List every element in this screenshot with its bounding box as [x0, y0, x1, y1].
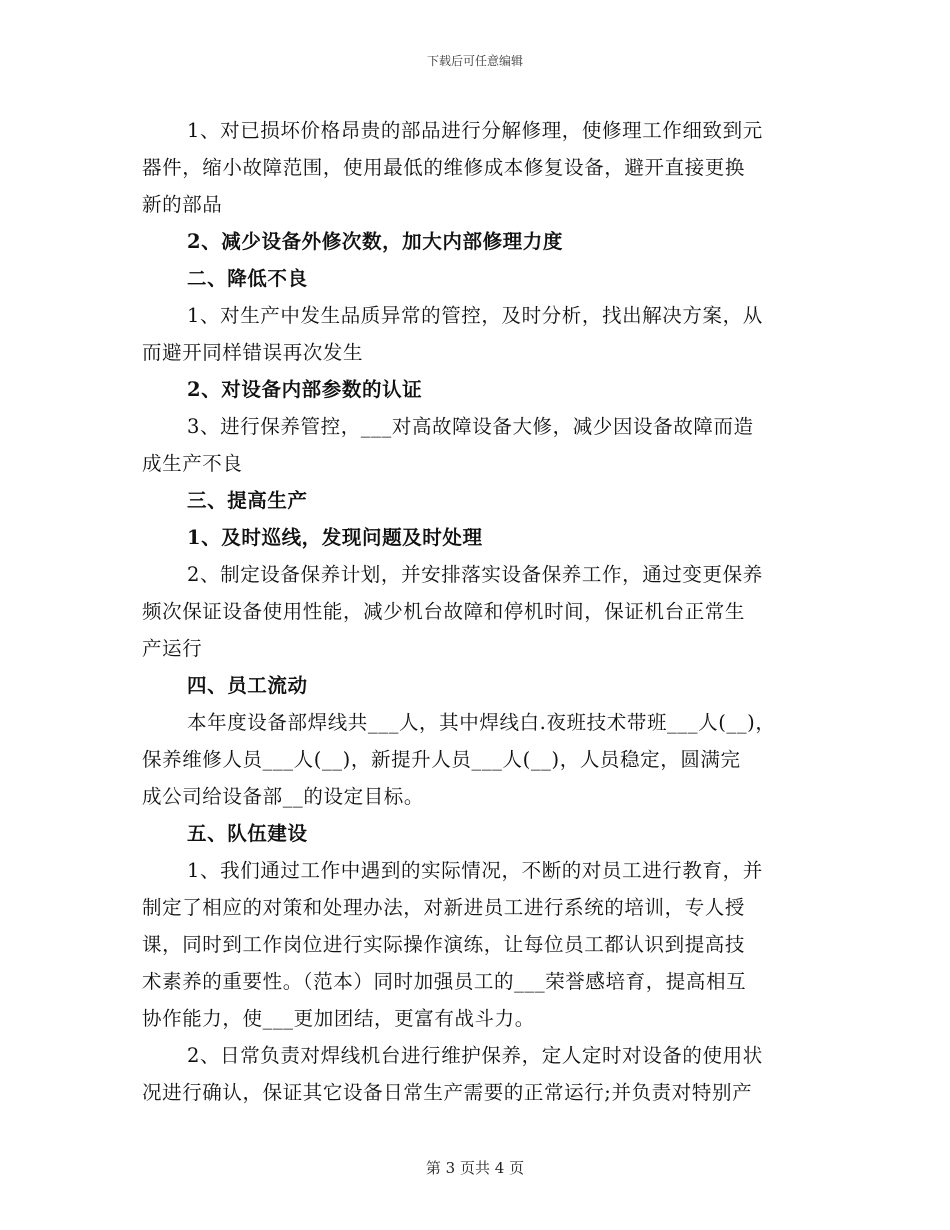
paragraph-line: 术素养的重要性。（范本）同时加强员工的___荣誉感培育，提高相互 — [142, 970, 747, 993]
paragraph-line: 3、进行保养管控，___对高故障设备大修，减少因设备故障而造 — [187, 415, 754, 438]
paragraph-line: 2、日常负责对焊线机台进行维护保养，定人定时对设备的使用状 — [187, 1044, 763, 1067]
paragraph-line: 成生产不良 — [142, 452, 243, 475]
section-heading: 二、降低不良 — [187, 267, 308, 290]
paragraph-line: 1、对生产中发生品质异常的管控，及时分析，找出解决方案，从 — [187, 304, 763, 327]
paragraph-line: 产运行 — [142, 637, 203, 660]
paragraph-line: 1、我们通过工作中遇到的实际情况，不断的对员工进行教育，并 — [187, 859, 763, 882]
section-heading: 四、员工流动 — [187, 674, 308, 697]
section-heading: 五、队伍建设 — [187, 822, 308, 845]
paragraph-line: 制定了相应的对策和处理办法，对新进员工进行系统的培训，专人授 — [142, 896, 746, 919]
section-heading: 2、减少设备外修次数，加大内部修理力度 — [187, 230, 563, 253]
paragraph-line: 协作能力，使___更加团结，更富有战斗力。 — [142, 1007, 535, 1030]
paragraph-line: 课，同时到工作岗位进行实际操作演练，让每位员工都认识到提高技 — [142, 933, 746, 956]
paragraph-line: 器件，缩小故障范围，使用最低的维修成本修复设备，避开直接更换 — [142, 156, 746, 179]
paragraph-line: 新的部品 — [142, 193, 223, 216]
page-header: 下载后可任意编辑 — [426, 54, 523, 68]
paragraph-line: 1、对已损坏价格昂贵的部品进行分解修理，使修理工作细致到元 — [187, 119, 763, 142]
section-heading: 三、提高生产 — [187, 489, 308, 512]
paragraph-line: 而避开同样错误再次发生 — [142, 341, 364, 364]
paragraph-line: 本年度设备部焊线共___人，其中焊线白.夜班技术带班___人(__)， — [187, 711, 776, 734]
document-body — [142, 112, 822, 1111]
paragraph-line: 保养维修人员___人(__)，新提升人员___人(__)，人员稳定，圆满完 — [142, 748, 741, 771]
section-heading: 2、对设备内部参数的认证 — [187, 378, 423, 401]
paragraph-line: 况进行确认，保证其它设备日常生产需要的正常运行;并负责对特别产 — [142, 1081, 753, 1104]
paragraph-line: 2、制定设备保养计划，并安排落实设备保养工作，通过变更保养 — [187, 563, 763, 586]
section-heading: 1、及时巡线，发现问题及时处理 — [187, 526, 483, 549]
page-footer: 第 3 页共 4 页 — [425, 1159, 525, 1177]
paragraph-line: 成公司给设备部__的设定目标。 — [142, 785, 425, 808]
paragraph-line: 频次保证设备使用性能，减少机台故障和停机时间，保证机台正常生 — [142, 600, 746, 623]
